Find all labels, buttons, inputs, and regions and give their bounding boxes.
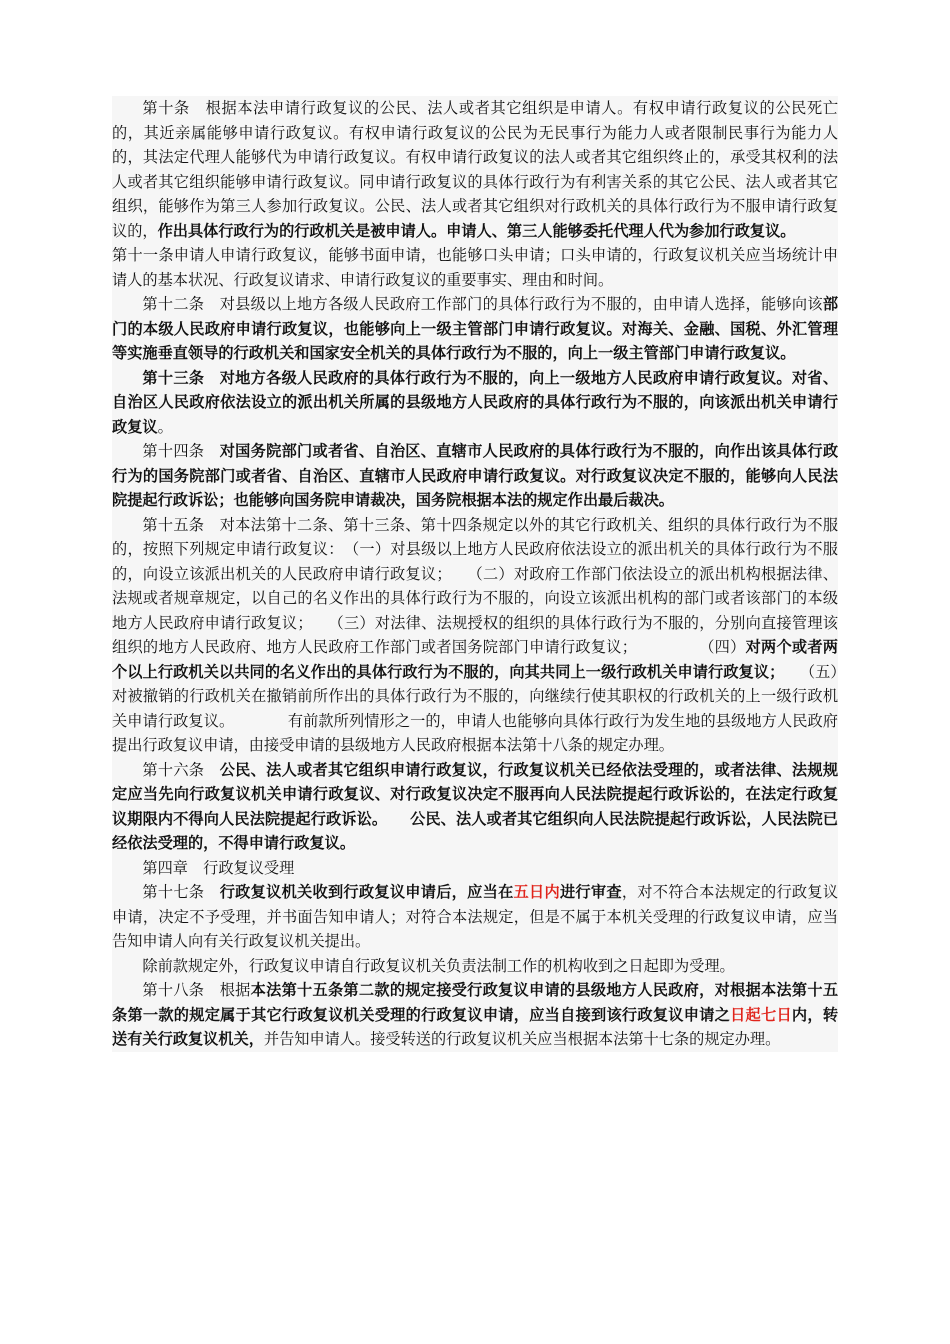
article-13-bold: 第十三条 对地方各级人民政府的具体行政行为不服的，向上一级地方人民政府申请行政复议。对省、自治区人民政府依法设立的派出机关所属的县级地方人民政府的具体行政行为不服的，向该派出机关申请行政复议 — [112, 368, 838, 436]
article-18-bold-2: 内，转送有关行政复议机关， — [112, 1005, 839, 1048]
article-17-paragraph-2-text: 除前款规定外，行政复议申请自行政复议机关负责法制工作的机构收到之日起即为受理。 — [142, 956, 735, 975]
article-12 — [112, 292, 838, 366]
article-10-text: 第十条 根据本法申请行政复议的公民、法人或者其它组织是申请人。有权申请行政复议的公民死亡的，其近亲属能够申请行政复议。有权申请行政复议的公民为无民事行为能力人或者限制民事行为能力人的，其法定代理人能够代为申请行政复议。有权申请行政复议的法人或者其它组织终止的，承受其权利的法人或者其它组织能够申请行政复议。同申请行政复议的具体行政行为有利害关系的其它公民、法人或者其它组织，能够作为第三人参加行政复议。公民、法人或者其它组织对行政机关的具体行政行为不服申请行政复议的， — [112, 99, 838, 240]
article-17-bold: 行政复议机关收到行政复议申请后，应当在 — [219, 883, 514, 901]
article-18-deadline: 日起七日 — [730, 1005, 792, 1024]
article-16-label: 第十六条 — [142, 760, 220, 779]
article-11-text: 第十一条申请人申请行政复议，能够书面申请，也能够口头申请；口头申请的，行政复议机关应当场统计申请人的基本状况、行政复议请求、申请行政复议的重要事实、理由和时间。 — [112, 246, 838, 289]
article-12-text: 第十二条 对县级以上地方各级人民政府工作部门的具体行政行为不服的，由申请人选择，能够向该 — [142, 295, 823, 313]
article-11 — [112, 243, 838, 292]
chapter-4-heading — [112, 856, 838, 881]
article-17-bold-2: 进行审查 — [559, 883, 622, 901]
chapter-4-title: 第四章 行政复议受理 — [142, 858, 295, 877]
article-18-bold: 本法第十五条第二款的规定接受行政复议申请的县级地方人民政府，对根据本法第十五条第一款的规定属于其它行政复议机关受理的行政复议申请，应当自接到该行政复议申请之 — [112, 981, 839, 1024]
article-17 — [112, 880, 838, 954]
article-13 — [112, 366, 838, 440]
article-14-label: 第十四条 — [142, 442, 220, 460]
article-13-text: 。 — [157, 417, 173, 436]
article-15-bold: 对两个或者两个以上行政机关以共同的名义作出的具体行政行为不服的，向其共同上一级行政机关申请行政复议； — [112, 638, 838, 681]
article-15-text: 第十五条 对本法第十二条、第十三条、第十四条规定以外的其它行政机关、组织的具体行政行为不服的，按照下列规定申请行政复议： （一）对县级以上地方人民政府依法设立的派出机关的具体行政行为不服的，向设立该派出机关的人民政府申请行政复议； （二）对政府工作部门依法设立的派出机构根据法律、法规或者规章规定，以自己的名义作出的具体行政行为不服的，向设立该派出机构的部门或者该部门的本级地方人民政府申请行政复议； （三）对法律、法规授权的组织的具体行政行为不服的，分别向直接管理该组织的地方人民政府、地方人民政府工作部门或者国务院部门申请行政复议； （四） — [112, 515, 838, 656]
article-10 — [112, 96, 838, 243]
article-14 — [112, 439, 838, 513]
article-18 — [112, 978, 838, 1052]
article-14-bold: 对国务院部门或者省、自治区、直辖市人民政府的具体行政行为不服的，向作出该具体行政行为的国务院部门或者省、自治区、直辖市人民政府申请行政复议。对行政复议决定不服的，能够向人民法院提起行政诉讼；也能够向国务院申请裁决，国务院根据本法的规定作出最后裁决。 — [112, 442, 839, 509]
article-16 — [112, 758, 838, 856]
article-16-bold: 公民、法人或者其它组织申请行政复议，行政复议机关已经依法受理的，或者法律、法规规定应当先向行政复议机关申请行政复议、对行政复议决定不服再向人民法院提起行政诉讼的，在法定行政复议期限内不得向人民法院提起行政诉讼。 公民、法人或者其它组织向人民法院提起行政诉讼，人民法院已经依法受理的，不得申请行政复议。 — [112, 760, 839, 852]
article-17-label: 第十七条 — [142, 883, 220, 901]
article-18-label: 第十八条 根据 — [142, 981, 251, 999]
article-15-text-tail: （五）对被撤销的行政机关在撤销前所作出的具体行政行为不服的，向继续行使其职权的行政机关的上一级行政机关申请行政复议。 有前款所列情形之一的，申请人也能够向具体行政行为发生地的县级地方人民政府提出行政复议申请，由接受申请的县级地方人民政府根据本法第十八条的规定办理。 — [112, 662, 838, 754]
article-17-deadline: 五日内 — [513, 883, 560, 901]
article-17-text: ，对不符合本法规定的行政复议申请，决定不予受理，并书面告知申请人；对符合本法规定，但是不属于本机关受理的行政复议申请，应当告知申请人向有关行政复议机关提出。 — [112, 883, 839, 950]
article-15 — [112, 513, 838, 758]
article-17-paragraph-2 — [112, 954, 838, 979]
article-18-text: 并告知申请人。接受转送的行政复议机关应当根据本法第十七条的规定办理。 — [263, 1030, 781, 1048]
article-10-bold: 作出具体行政行为的行政机关是被申请人。申请人、第三人能够委托代理人代为参加行政复议。 — [157, 221, 796, 240]
article-12-bold: 部门的本级人民政府申请行政复议，也能够向上一级主管部门申请行政复议。对海关、金融、国税、外汇管理等实施垂直领导的行政机关和国家安全机关的具体行政行为不服的，向上一级主管部门申请行政复议。 — [112, 295, 838, 362]
document-body — [112, 96, 838, 1052]
